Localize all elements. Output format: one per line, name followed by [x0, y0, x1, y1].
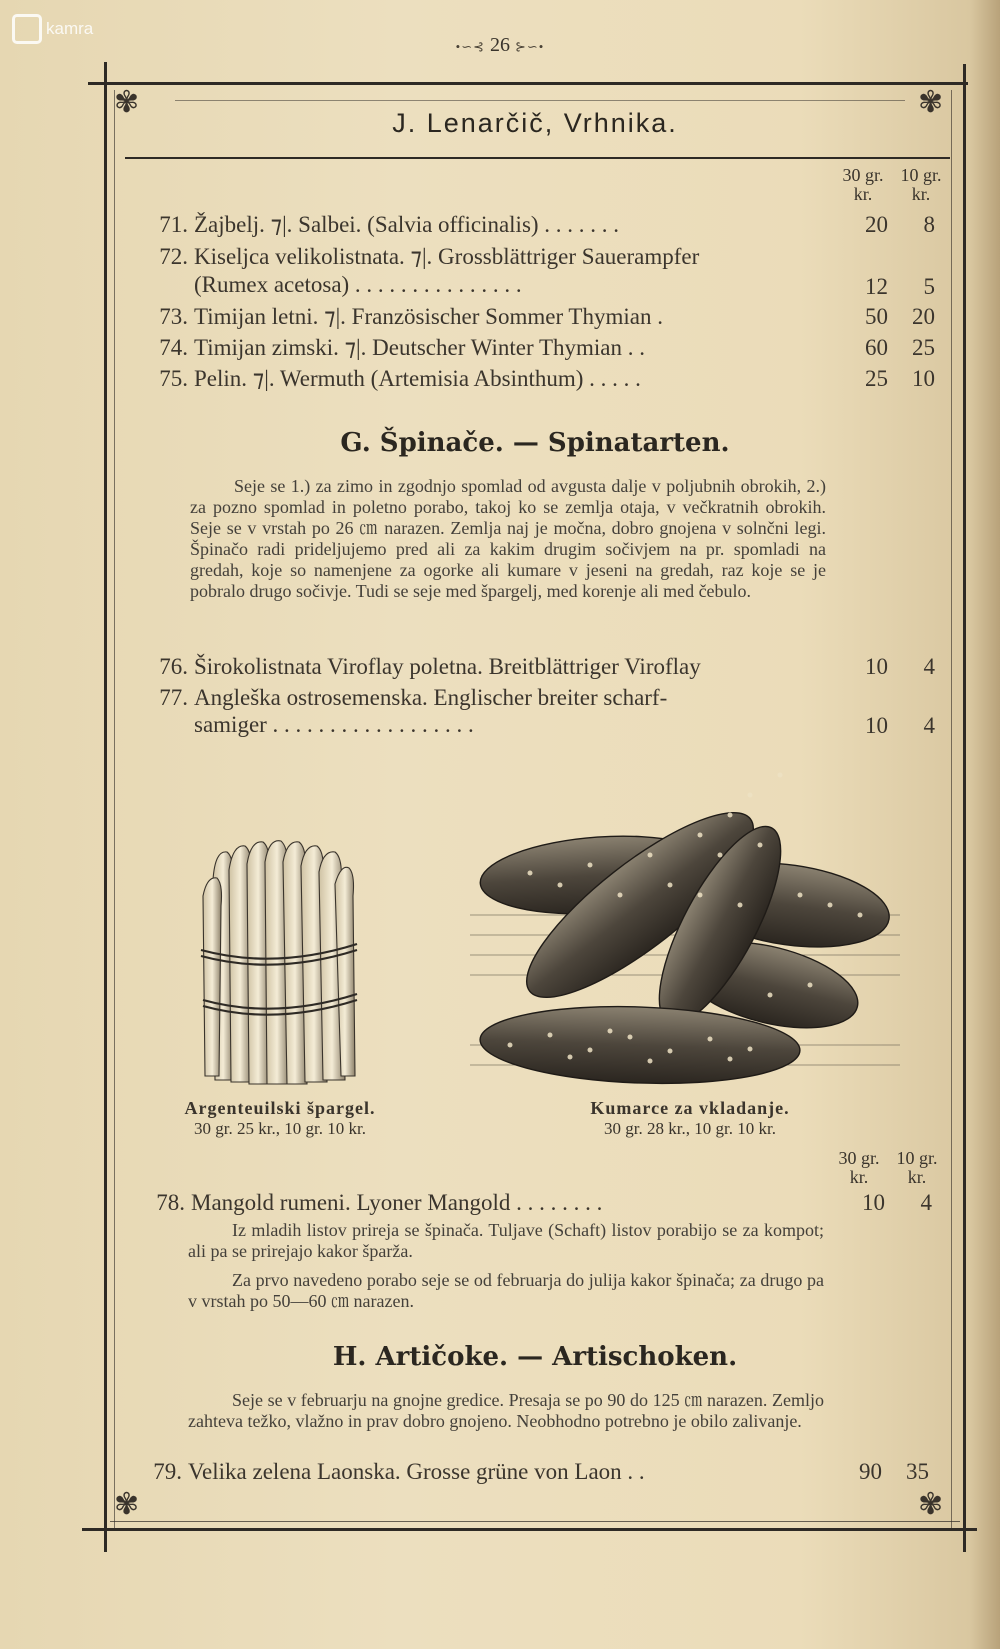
- item-text: Timijan letni. ⁊|. Französischer Sommer Thymian .: [194, 304, 663, 329]
- page-number-text: 26: [490, 34, 510, 56]
- frame-left-outer: [104, 62, 107, 1552]
- cucumber-illustration: [470, 745, 910, 1095]
- section-paragraph-articoke: Seje se v februarju na gnojne gredice. Presaja se po 90 do 125 ㎝ narazen. Zemljo zahteva težko, vlažno in prav dobro gnojeno. Neobhodno potrebno je obilo zalivanje.: [188, 1390, 824, 1431]
- caption-cucumber-title: Kumarce za vkladanje.: [590, 1098, 790, 1118]
- item-number: 77.: [159, 685, 188, 710]
- item-text: Mangold rumeni. Lyoner Mangold . . . . . . . .: [191, 1190, 603, 1215]
- corner-ornament-bottom-right-icon: ✾: [918, 1488, 944, 1521]
- ornament-left-icon: •∽⊰: [455, 39, 485, 54]
- entry78-paragraph-2: Za prvo navedeno porabo seje se od februarja do julija kakor špinača; za drugo pa v vrstah po 50—60 ㎝ narazen.: [188, 1270, 824, 1311]
- item-price-10gr: 10: [912, 366, 935, 391]
- item-price-30gr: 25: [865, 366, 888, 391]
- column-header-30gr-label: 30 gr.: [838, 1148, 880, 1168]
- item-number: 76.: [159, 654, 188, 679]
- list-item-76: [148, 652, 948, 682]
- frame-right-outer: [963, 64, 966, 1552]
- frame-bottom-inner: [110, 1521, 960, 1522]
- item-text: Velika zelena Laonska. Grosse grüne von Laon . .: [188, 1459, 645, 1484]
- list-item-72: [148, 242, 948, 302]
- item-price-10gr: 4: [923, 713, 935, 738]
- item-text: Angleška ostrosemenska. Englischer breiter scharf-: [194, 685, 668, 710]
- column-header-30gr-second: [832, 1149, 886, 1187]
- caption-asparagus: [140, 1098, 420, 1139]
- frame-right-inner: [951, 90, 952, 1530]
- item-number: 71.: [159, 212, 188, 237]
- section-title-articoke: H. Artičoke. — Artischoken.: [332, 1342, 738, 1372]
- item-text: Žajbelj. ⁊|. Salbei. (Salvia officinalis) . . . . . . .: [194, 212, 620, 237]
- column-header-10gr-unit: kr.: [911, 184, 931, 204]
- column-header-10gr-second: [890, 1149, 944, 1187]
- column-header-30gr: [836, 166, 890, 204]
- item-price-30gr: 60: [865, 335, 888, 360]
- item-text-line-2: samiger . . . . . . . . . . . . . . . . . .: [194, 712, 474, 737]
- column-header-10gr-unit: kr.: [907, 1167, 927, 1187]
- item-number: 72.: [159, 244, 188, 269]
- asparagus-illustration: [195, 840, 370, 1090]
- list-item-77: [148, 683, 948, 743]
- item-text-line-2: (Rumex acetosa) . . . . . . . . . . . . . . .: [194, 272, 522, 297]
- item-text: Kiseljca velikolistnata. ⁊|. Grossblättriger Sauerampfer: [194, 244, 700, 269]
- item-text: Pelin. ⁊|. Wermuth (Artemisia Absinthum) . . . . .: [194, 366, 641, 391]
- section-paragraph-spinace: Seje se 1.) za zimo in zgodnjo spomlad od avgusta dalje v poljubnih obrokih, 2.) za pozno spomlad in poletno porabo, takoj ko se zemlja otaja, v večkratnih obrokih. Seje se v vrstah po 26 ㎝ narazen. Zemlja naj je močna, dobro gnojena v solnčni legi. Špinačo radi prideljujemo pred ali za kakim drugim sočivjem na pr. spomladi na gredah, koje so namenjene za ogorke ali kumare v jeseni na gredah, raz koje se je pobralo drugo sočivje. Tudi se seje med špargelj, med korenje ali med čebulo.: [190, 476, 826, 601]
- list-item-73: [148, 302, 948, 332]
- caption-cucumber-price: 30 gr. 28 kr., 10 gr. 10 kr.: [604, 1119, 776, 1138]
- frame-top-outer: [88, 82, 968, 85]
- list-item-75: [148, 364, 948, 394]
- item-price-10gr: 5: [923, 274, 935, 299]
- caption-asparagus-title: Argenteuilski špargel.: [184, 1098, 376, 1118]
- page-number: [0, 34, 1000, 57]
- item-price-30gr: 50: [865, 304, 888, 329]
- entry78-paragraph-1: Iz mladih listov prireja se špinača. Tuljave (Schaft) listov porabijo se za kompot; ali pa se prirejajo kakor šparža.: [188, 1220, 824, 1261]
- frame-left-inner: [114, 90, 115, 1530]
- column-header-30gr-unit: kr.: [853, 184, 873, 204]
- item-text: Timijan zimski. ⁊|. Deutscher Winter Thymian . .: [194, 335, 646, 360]
- item-price-30gr: 10: [862, 1190, 885, 1215]
- corner-ornament-bottom-left-icon: ✾: [114, 1488, 140, 1521]
- frame-bottom-outer: [82, 1528, 977, 1531]
- item-price-10gr: 20: [912, 304, 935, 329]
- item-price-10gr: 8: [923, 212, 935, 237]
- corner-ornament-top-left-icon: ✾: [114, 86, 140, 119]
- section-title-spinace: G. Špinače. — Spinatarten.: [340, 428, 730, 458]
- item-price-30gr: 12: [865, 274, 888, 299]
- item-number: 73.: [159, 304, 188, 329]
- caption-cucumber: [520, 1098, 860, 1139]
- item-number: 78.: [156, 1190, 185, 1215]
- frame-top-thin: [175, 100, 905, 101]
- list-item-79: [142, 1457, 942, 1487]
- frame-top-inner: [125, 157, 950, 159]
- column-header-10gr-label: 10 gr.: [896, 1148, 938, 1168]
- item-price-30gr: 10: [865, 713, 888, 738]
- column-header-10gr: [894, 166, 948, 204]
- item-number: 74.: [159, 335, 188, 360]
- list-item-71: [148, 210, 948, 240]
- item-price-30gr: 10: [865, 654, 888, 679]
- item-price-10gr: 4: [923, 654, 935, 679]
- item-price-10gr: 25: [912, 335, 935, 360]
- column-header-30gr-unit: kr.: [849, 1167, 869, 1187]
- corner-ornament-top-right-icon: ✾: [918, 86, 944, 119]
- item-price-30gr: 90: [859, 1459, 882, 1484]
- header-title: J. Lenarčič, Vrhnika.: [392, 108, 678, 138]
- item-price-10gr: 4: [920, 1190, 932, 1215]
- item-text: Širokolistnata Viroflay poletna. Breitblättriger Viroflay: [194, 654, 701, 679]
- ornament-right-icon: ⊱∽•: [515, 39, 545, 54]
- item-number: 75.: [159, 366, 188, 391]
- item-number: 79.: [153, 1459, 182, 1484]
- list-item-78: [145, 1188, 945, 1218]
- column-header-10gr-label: 10 gr.: [900, 165, 942, 185]
- watermark-text: kamra: [46, 19, 94, 38]
- caption-asparagus-price: 30 gr. 25 kr., 10 gr. 10 kr.: [194, 1119, 366, 1138]
- item-price-10gr: 35: [906, 1459, 929, 1484]
- item-price-30gr: 20: [865, 212, 888, 237]
- column-header-30gr-label: 30 gr.: [842, 165, 884, 185]
- list-item-74: [148, 333, 948, 363]
